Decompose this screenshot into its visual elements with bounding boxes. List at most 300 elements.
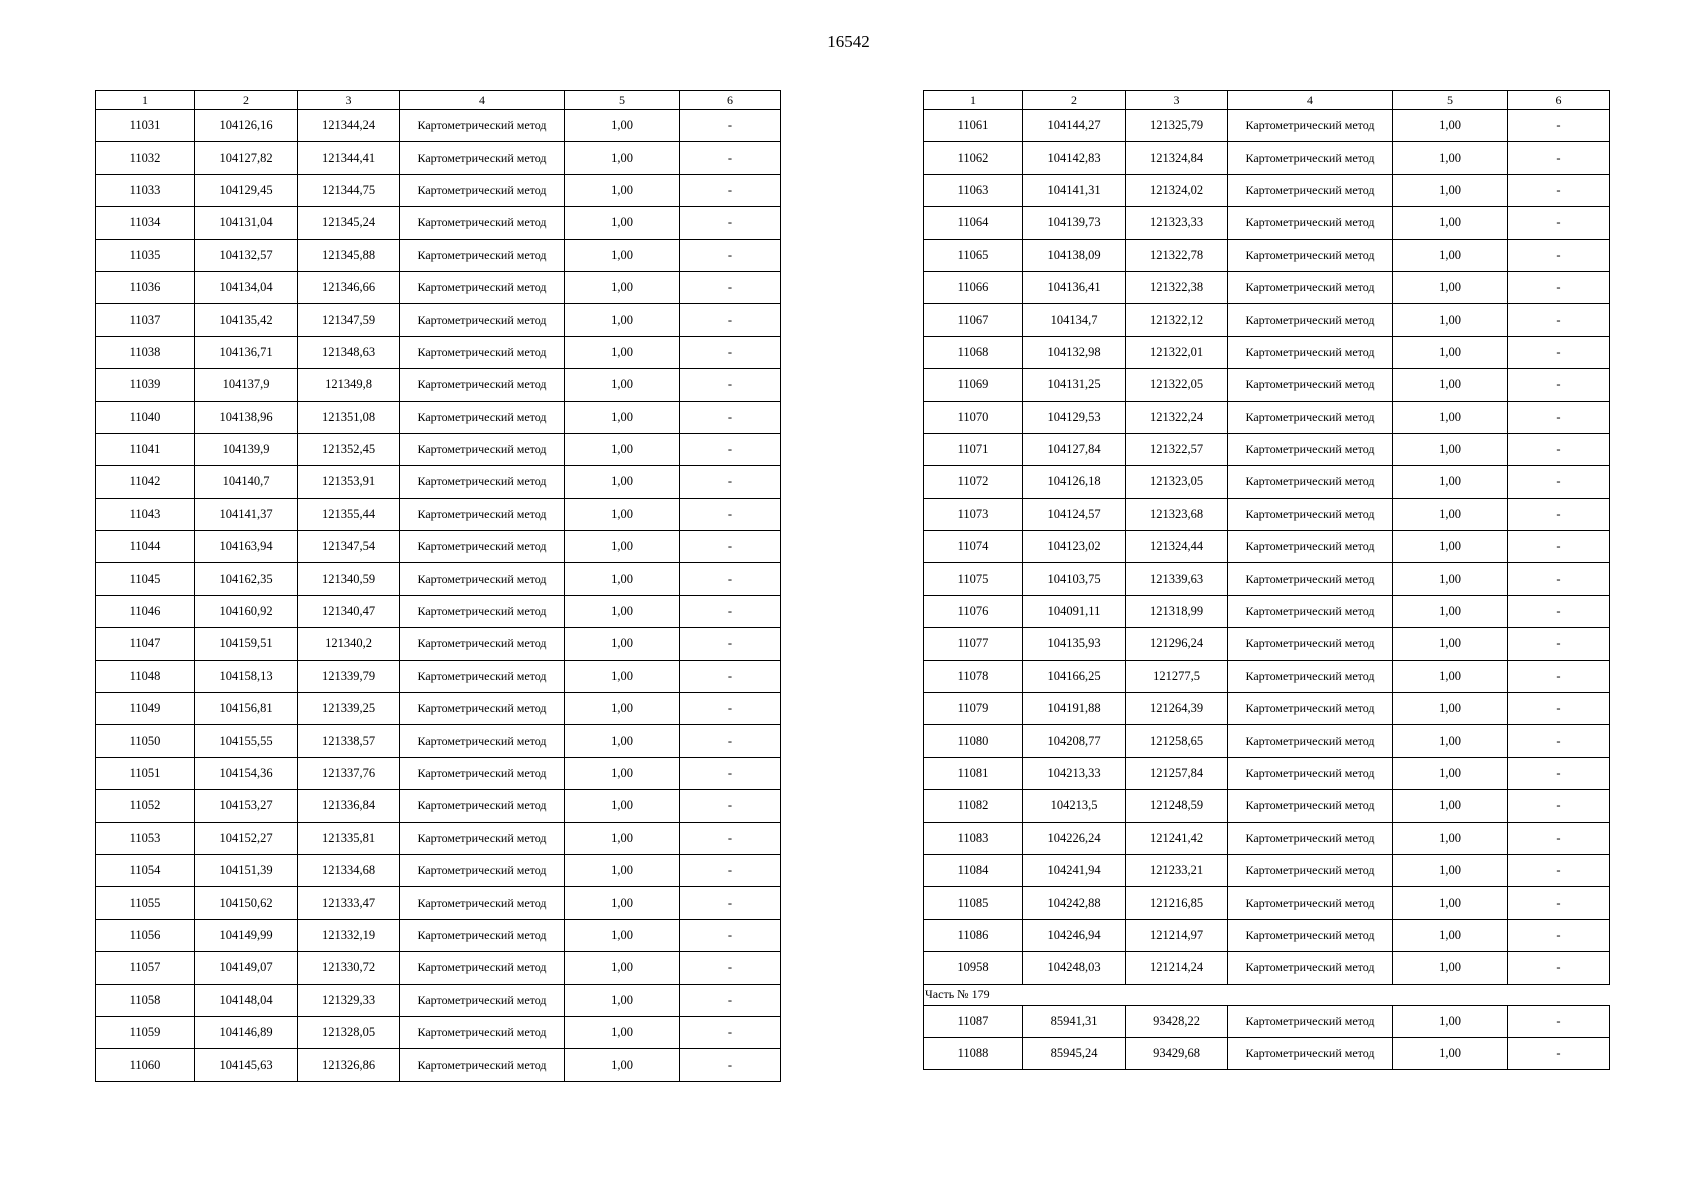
table-row bbox=[924, 952, 1610, 984]
point-number-cell: 11080 bbox=[924, 725, 1023, 757]
table-row bbox=[96, 498, 781, 530]
y-coordinate-cell: 121340,59 bbox=[298, 563, 400, 595]
column-header-6: 6 bbox=[1508, 91, 1610, 110]
precision-cell: 1,00 bbox=[565, 466, 680, 498]
y-coordinate-cell: 121332,19 bbox=[298, 919, 400, 951]
note-cell: - bbox=[680, 790, 781, 822]
precision-cell: 1,00 bbox=[565, 433, 680, 465]
method-cell: Картометрический метод bbox=[1228, 239, 1393, 271]
y-coordinate-cell: 121338,57 bbox=[298, 725, 400, 757]
note-cell: - bbox=[680, 887, 781, 919]
table-row bbox=[96, 271, 781, 303]
method-cell: Картометрический метод bbox=[400, 1016, 565, 1048]
method-cell: Картометрический метод bbox=[400, 854, 565, 886]
method-cell: Картометрический метод bbox=[1228, 757, 1393, 789]
x-coordinate-cell: 104162,35 bbox=[195, 563, 298, 595]
note-cell: - bbox=[1508, 952, 1610, 984]
point-number-cell: 11082 bbox=[924, 790, 1023, 822]
y-coordinate-cell: 121330,72 bbox=[298, 952, 400, 984]
point-number-cell: 11079 bbox=[924, 693, 1023, 725]
table-row bbox=[96, 401, 781, 433]
precision-cell: 1,00 bbox=[565, 207, 680, 239]
table-row bbox=[924, 919, 1610, 951]
precision-cell: 1,00 bbox=[565, 854, 680, 886]
note-cell: - bbox=[680, 1016, 781, 1048]
x-coordinate-cell: 104163,94 bbox=[195, 531, 298, 563]
table-row bbox=[924, 336, 1610, 368]
y-coordinate-cell: 121336,84 bbox=[298, 790, 400, 822]
note-cell: - bbox=[1508, 790, 1610, 822]
note-cell: - bbox=[680, 304, 781, 336]
y-coordinate-cell: 121325,79 bbox=[1126, 110, 1228, 142]
precision-cell: 1,00 bbox=[1393, 304, 1508, 336]
precision-cell: 1,00 bbox=[1393, 531, 1508, 563]
y-coordinate-cell: 121233,21 bbox=[1126, 854, 1228, 886]
table-row bbox=[924, 1037, 1610, 1069]
x-coordinate-cell: 104226,24 bbox=[1023, 822, 1126, 854]
point-number-cell: 11058 bbox=[96, 984, 195, 1016]
note-cell: - bbox=[1508, 693, 1610, 725]
method-cell: Картометрический метод bbox=[400, 919, 565, 951]
table-row bbox=[924, 725, 1610, 757]
note-cell: - bbox=[1508, 822, 1610, 854]
column-header-1: 1 bbox=[924, 91, 1023, 110]
point-number-cell: 11048 bbox=[96, 660, 195, 692]
precision-cell: 1,00 bbox=[1393, 822, 1508, 854]
x-coordinate-cell: 104241,94 bbox=[1023, 854, 1126, 886]
coordinates-table-right bbox=[923, 90, 1610, 1070]
x-coordinate-cell: 104139,73 bbox=[1023, 207, 1126, 239]
x-coordinate-cell: 104124,57 bbox=[1023, 498, 1126, 530]
method-cell: Картометрический метод bbox=[400, 142, 565, 174]
note-cell: - bbox=[1508, 401, 1610, 433]
y-coordinate-cell: 121344,24 bbox=[298, 110, 400, 142]
x-coordinate-cell: 104138,09 bbox=[1023, 239, 1126, 271]
y-coordinate-cell: 121216,85 bbox=[1126, 887, 1228, 919]
x-coordinate-cell: 104208,77 bbox=[1023, 725, 1126, 757]
precision-cell: 1,00 bbox=[1393, 563, 1508, 595]
y-coordinate-cell: 121322,38 bbox=[1126, 271, 1228, 303]
precision-cell: 1,00 bbox=[565, 887, 680, 919]
table-row bbox=[96, 466, 781, 498]
x-coordinate-cell: 104141,37 bbox=[195, 498, 298, 530]
y-coordinate-cell: 121340,2 bbox=[298, 628, 400, 660]
table-header-row bbox=[96, 91, 781, 110]
y-coordinate-cell: 121335,81 bbox=[298, 822, 400, 854]
x-coordinate-cell: 104134,7 bbox=[1023, 304, 1126, 336]
method-cell: Картометрический метод bbox=[1228, 401, 1393, 433]
x-coordinate-cell: 104136,41 bbox=[1023, 271, 1126, 303]
y-coordinate-cell: 121345,24 bbox=[298, 207, 400, 239]
table-row bbox=[96, 531, 781, 563]
x-coordinate-cell: 104139,9 bbox=[195, 433, 298, 465]
precision-cell: 1,00 bbox=[565, 1016, 680, 1048]
table-row bbox=[96, 595, 781, 627]
note-cell: - bbox=[1508, 498, 1610, 530]
table-row bbox=[96, 369, 781, 401]
note-cell: - bbox=[680, 531, 781, 563]
x-coordinate-cell: 104127,82 bbox=[195, 142, 298, 174]
method-cell: Картометрический метод bbox=[1228, 563, 1393, 595]
y-coordinate-cell: 121323,33 bbox=[1126, 207, 1228, 239]
x-coordinate-cell: 104149,99 bbox=[195, 919, 298, 951]
point-number-cell: 11044 bbox=[96, 531, 195, 563]
point-number-cell: 11035 bbox=[96, 239, 195, 271]
column-header-5: 5 bbox=[565, 91, 680, 110]
y-coordinate-cell: 121333,47 bbox=[298, 887, 400, 919]
point-number-cell: 11078 bbox=[924, 660, 1023, 692]
precision-cell: 1,00 bbox=[1393, 887, 1508, 919]
y-coordinate-cell: 121348,63 bbox=[298, 336, 400, 368]
precision-cell: 1,00 bbox=[565, 628, 680, 660]
method-cell: Картометрический метод bbox=[400, 498, 565, 530]
table-row bbox=[924, 369, 1610, 401]
x-coordinate-cell: 104132,98 bbox=[1023, 336, 1126, 368]
method-cell: Картометрический метод bbox=[1228, 433, 1393, 465]
precision-cell: 1,00 bbox=[1393, 336, 1508, 368]
x-coordinate-cell: 104135,42 bbox=[195, 304, 298, 336]
x-coordinate-cell: 104145,63 bbox=[195, 1049, 298, 1081]
column-header-2: 2 bbox=[195, 91, 298, 110]
note-cell: - bbox=[1508, 239, 1610, 271]
y-coordinate-cell: 121264,39 bbox=[1126, 693, 1228, 725]
point-number-cell: 11074 bbox=[924, 531, 1023, 563]
table-row bbox=[924, 142, 1610, 174]
method-cell: Картометрический метод bbox=[400, 110, 565, 142]
precision-cell: 1,00 bbox=[565, 271, 680, 303]
point-number-cell: 11077 bbox=[924, 628, 1023, 660]
x-coordinate-cell: 104131,04 bbox=[195, 207, 298, 239]
method-cell: Картометрический метод bbox=[400, 757, 565, 789]
method-cell: Картометрический метод bbox=[400, 401, 565, 433]
table-row bbox=[96, 207, 781, 239]
point-number-cell: 11088 bbox=[924, 1037, 1023, 1069]
method-cell: Картометрический метод bbox=[1228, 369, 1393, 401]
precision-cell: 1,00 bbox=[565, 725, 680, 757]
precision-cell: 1,00 bbox=[565, 952, 680, 984]
method-cell: Картометрический метод bbox=[400, 174, 565, 206]
x-coordinate-cell: 104136,71 bbox=[195, 336, 298, 368]
method-cell: Картометрический метод bbox=[400, 466, 565, 498]
point-number-cell: 11073 bbox=[924, 498, 1023, 530]
note-cell: - bbox=[680, 239, 781, 271]
table-row bbox=[924, 271, 1610, 303]
point-number-cell: 11081 bbox=[924, 757, 1023, 789]
table-row bbox=[924, 174, 1610, 206]
precision-cell: 1,00 bbox=[565, 174, 680, 206]
table-row bbox=[924, 207, 1610, 239]
x-coordinate-cell: 104137,9 bbox=[195, 369, 298, 401]
table-row bbox=[924, 531, 1610, 563]
table-header-row bbox=[924, 91, 1610, 110]
x-coordinate-cell: 104160,92 bbox=[195, 595, 298, 627]
x-coordinate-cell: 104166,25 bbox=[1023, 660, 1126, 692]
x-coordinate-cell: 104140,7 bbox=[195, 466, 298, 498]
point-number-cell: 11068 bbox=[924, 336, 1023, 368]
method-cell: Картометрический метод bbox=[400, 628, 565, 660]
precision-cell: 1,00 bbox=[1393, 207, 1508, 239]
table-row bbox=[924, 790, 1610, 822]
method-cell: Картометрический метод bbox=[400, 433, 565, 465]
y-coordinate-cell: 121214,24 bbox=[1126, 952, 1228, 984]
precision-cell: 1,00 bbox=[565, 822, 680, 854]
point-number-cell: 11054 bbox=[96, 854, 195, 886]
column-header-5: 5 bbox=[1393, 91, 1508, 110]
y-coordinate-cell: 121214,97 bbox=[1126, 919, 1228, 951]
x-coordinate-cell: 104135,93 bbox=[1023, 628, 1126, 660]
y-coordinate-cell: 121347,59 bbox=[298, 304, 400, 336]
y-coordinate-cell: 121340,47 bbox=[298, 595, 400, 627]
note-cell: - bbox=[1508, 725, 1610, 757]
table-row bbox=[96, 1049, 781, 1081]
point-number-cell: 11034 bbox=[96, 207, 195, 239]
column-header-4: 4 bbox=[400, 91, 565, 110]
y-coordinate-cell: 121322,24 bbox=[1126, 401, 1228, 433]
x-coordinate-cell: 104153,27 bbox=[195, 790, 298, 822]
method-cell: Картометрический метод bbox=[1228, 660, 1393, 692]
note-cell: - bbox=[680, 660, 781, 692]
precision-cell: 1,00 bbox=[1393, 693, 1508, 725]
column-header-2: 2 bbox=[1023, 91, 1126, 110]
note-cell: - bbox=[680, 466, 781, 498]
x-coordinate-cell: 104156,81 bbox=[195, 693, 298, 725]
y-coordinate-cell: 121322,57 bbox=[1126, 433, 1228, 465]
note-cell: - bbox=[1508, 1005, 1610, 1037]
column-header-6: 6 bbox=[680, 91, 781, 110]
method-cell: Картометрический метод bbox=[1228, 628, 1393, 660]
method-cell: Картометрический метод bbox=[1228, 304, 1393, 336]
precision-cell: 1,00 bbox=[565, 110, 680, 142]
point-number-cell: 11037 bbox=[96, 304, 195, 336]
note-cell: - bbox=[680, 174, 781, 206]
precision-cell: 1,00 bbox=[565, 790, 680, 822]
y-coordinate-cell: 121339,63 bbox=[1126, 563, 1228, 595]
point-number-cell: 11064 bbox=[924, 207, 1023, 239]
x-coordinate-cell: 104159,51 bbox=[195, 628, 298, 660]
point-number-cell: 11033 bbox=[96, 174, 195, 206]
table-row bbox=[924, 757, 1610, 789]
table-row bbox=[924, 595, 1610, 627]
precision-cell: 1,00 bbox=[1393, 628, 1508, 660]
precision-cell: 1,00 bbox=[1393, 110, 1508, 142]
table-row bbox=[96, 174, 781, 206]
precision-cell: 1,00 bbox=[565, 304, 680, 336]
point-number-cell: 11069 bbox=[924, 369, 1023, 401]
table-row bbox=[924, 110, 1610, 142]
point-number-cell: 11032 bbox=[96, 142, 195, 174]
note-cell: - bbox=[1508, 466, 1610, 498]
table-row bbox=[924, 498, 1610, 530]
note-cell: - bbox=[1508, 336, 1610, 368]
table-row bbox=[96, 628, 781, 660]
y-coordinate-cell: 121277,5 bbox=[1126, 660, 1228, 692]
coordinates-table-left bbox=[95, 90, 781, 1082]
note-cell: - bbox=[1508, 174, 1610, 206]
note-cell: - bbox=[680, 952, 781, 984]
method-cell: Картометрический метод bbox=[1228, 271, 1393, 303]
method-cell: Картометрический метод bbox=[400, 531, 565, 563]
y-coordinate-cell: 121322,12 bbox=[1126, 304, 1228, 336]
method-cell: Картометрический метод bbox=[1228, 1037, 1393, 1069]
method-cell: Картометрический метод bbox=[1228, 790, 1393, 822]
method-cell: Картометрический метод bbox=[400, 336, 565, 368]
note-cell: - bbox=[1508, 369, 1610, 401]
y-coordinate-cell: 121324,84 bbox=[1126, 142, 1228, 174]
precision-cell: 1,00 bbox=[1393, 854, 1508, 886]
table-row bbox=[96, 887, 781, 919]
precision-cell: 1,00 bbox=[565, 531, 680, 563]
note-cell: - bbox=[680, 822, 781, 854]
method-cell: Картометрический метод bbox=[1228, 531, 1393, 563]
y-coordinate-cell: 121323,68 bbox=[1126, 498, 1228, 530]
table-row bbox=[924, 401, 1610, 433]
x-coordinate-cell: 104246,94 bbox=[1023, 919, 1126, 951]
table-row bbox=[96, 142, 781, 174]
point-number-cell: 11042 bbox=[96, 466, 195, 498]
precision-cell: 1,00 bbox=[1393, 369, 1508, 401]
method-cell: Картометрический метод bbox=[1228, 887, 1393, 919]
point-number-cell: 11051 bbox=[96, 757, 195, 789]
note-cell: - bbox=[1508, 660, 1610, 692]
x-coordinate-cell: 104213,33 bbox=[1023, 757, 1126, 789]
x-coordinate-cell: 104149,07 bbox=[195, 952, 298, 984]
y-coordinate-cell: 121322,01 bbox=[1126, 336, 1228, 368]
y-coordinate-cell: 121329,33 bbox=[298, 984, 400, 1016]
y-coordinate-cell: 121318,99 bbox=[1126, 595, 1228, 627]
note-cell: - bbox=[680, 563, 781, 595]
y-coordinate-cell: 121296,24 bbox=[1126, 628, 1228, 660]
note-cell: - bbox=[680, 725, 781, 757]
table-row bbox=[96, 790, 781, 822]
section-heading-row bbox=[924, 984, 1610, 1005]
y-coordinate-cell: 121337,76 bbox=[298, 757, 400, 789]
note-cell: - bbox=[1508, 531, 1610, 563]
table-row bbox=[924, 433, 1610, 465]
method-cell: Картометрический метод bbox=[1228, 822, 1393, 854]
x-coordinate-cell: 104134,04 bbox=[195, 271, 298, 303]
y-coordinate-cell: 121324,44 bbox=[1126, 531, 1228, 563]
x-coordinate-cell: 104146,89 bbox=[195, 1016, 298, 1048]
x-coordinate-cell: 104127,84 bbox=[1023, 433, 1126, 465]
note-cell: - bbox=[680, 854, 781, 886]
point-number-cell: 11075 bbox=[924, 563, 1023, 595]
x-coordinate-cell: 104155,55 bbox=[195, 725, 298, 757]
method-cell: Картометрический метод bbox=[1228, 174, 1393, 206]
table-row bbox=[96, 822, 781, 854]
precision-cell: 1,00 bbox=[565, 660, 680, 692]
x-coordinate-cell: 104141,31 bbox=[1023, 174, 1126, 206]
table-row bbox=[96, 660, 781, 692]
y-coordinate-cell: 121353,91 bbox=[298, 466, 400, 498]
x-coordinate-cell: 104191,88 bbox=[1023, 693, 1126, 725]
point-number-cell: 11053 bbox=[96, 822, 195, 854]
point-number-cell: 11043 bbox=[96, 498, 195, 530]
method-cell: Картометрический метод bbox=[1228, 110, 1393, 142]
point-number-cell: 11057 bbox=[96, 952, 195, 984]
method-cell: Картометрический метод bbox=[1228, 466, 1393, 498]
method-cell: Картометрический метод bbox=[400, 1049, 565, 1081]
precision-cell: 1,00 bbox=[1393, 239, 1508, 271]
note-cell: - bbox=[1508, 595, 1610, 627]
x-coordinate-cell: 104152,27 bbox=[195, 822, 298, 854]
note-cell: - bbox=[680, 984, 781, 1016]
x-coordinate-cell: 85941,31 bbox=[1023, 1005, 1126, 1037]
method-cell: Картометрический метод bbox=[1228, 142, 1393, 174]
table-row bbox=[96, 919, 781, 951]
point-number-cell: 11063 bbox=[924, 174, 1023, 206]
method-cell: Картометрический метод bbox=[400, 563, 565, 595]
method-cell: Картометрический метод bbox=[400, 660, 565, 692]
y-coordinate-cell: 121328,05 bbox=[298, 1016, 400, 1048]
precision-cell: 1,00 bbox=[565, 919, 680, 951]
precision-cell: 1,00 bbox=[1393, 1037, 1508, 1069]
precision-cell: 1,00 bbox=[1393, 919, 1508, 951]
note-cell: - bbox=[1508, 919, 1610, 951]
x-coordinate-cell: 104158,13 bbox=[195, 660, 298, 692]
precision-cell: 1,00 bbox=[1393, 401, 1508, 433]
method-cell: Картометрический метод bbox=[400, 595, 565, 627]
precision-cell: 1,00 bbox=[565, 498, 680, 530]
note-cell: - bbox=[680, 369, 781, 401]
table-row bbox=[924, 563, 1610, 595]
x-coordinate-cell: 104154,36 bbox=[195, 757, 298, 789]
note-cell: - bbox=[1508, 207, 1610, 239]
precision-cell: 1,00 bbox=[1393, 498, 1508, 530]
x-coordinate-cell: 104148,04 bbox=[195, 984, 298, 1016]
method-cell: Картометрический метод bbox=[1228, 693, 1393, 725]
y-coordinate-cell: 121322,05 bbox=[1126, 369, 1228, 401]
point-number-cell: 11045 bbox=[96, 563, 195, 595]
x-coordinate-cell: 104103,75 bbox=[1023, 563, 1126, 595]
precision-cell: 1,00 bbox=[1393, 952, 1508, 984]
method-cell: Картометрический метод bbox=[1228, 854, 1393, 886]
note-cell: - bbox=[1508, 433, 1610, 465]
note-cell: - bbox=[680, 336, 781, 368]
table-row bbox=[96, 984, 781, 1016]
point-number-cell: 11066 bbox=[924, 271, 1023, 303]
table-row bbox=[924, 854, 1610, 886]
x-coordinate-cell: 104151,39 bbox=[195, 854, 298, 886]
precision-cell: 1,00 bbox=[565, 595, 680, 627]
point-number-cell: 10958 bbox=[924, 952, 1023, 984]
column-header-4: 4 bbox=[1228, 91, 1393, 110]
y-coordinate-cell: 121248,59 bbox=[1126, 790, 1228, 822]
note-cell: - bbox=[680, 207, 781, 239]
x-coordinate-cell: 104129,45 bbox=[195, 174, 298, 206]
method-cell: Картометрический метод bbox=[1228, 595, 1393, 627]
point-number-cell: 11060 bbox=[96, 1049, 195, 1081]
note-cell: - bbox=[1508, 1037, 1610, 1069]
method-cell: Картометрический метод bbox=[400, 822, 565, 854]
precision-cell: 1,00 bbox=[565, 757, 680, 789]
precision-cell: 1,00 bbox=[565, 1049, 680, 1081]
method-cell: Картометрический метод bbox=[400, 271, 565, 303]
y-coordinate-cell: 121324,02 bbox=[1126, 174, 1228, 206]
method-cell: Картометрический метод bbox=[1228, 207, 1393, 239]
note-cell: - bbox=[680, 433, 781, 465]
y-coordinate-cell: 121339,79 bbox=[298, 660, 400, 692]
x-coordinate-cell: 104129,53 bbox=[1023, 401, 1126, 433]
table-row bbox=[924, 693, 1610, 725]
table-row bbox=[924, 628, 1610, 660]
note-cell: - bbox=[1508, 563, 1610, 595]
column-header-3: 3 bbox=[298, 91, 400, 110]
point-number-cell: 11038 bbox=[96, 336, 195, 368]
y-coordinate-cell: 121258,65 bbox=[1126, 725, 1228, 757]
precision-cell: 1,00 bbox=[1393, 595, 1508, 627]
y-coordinate-cell: 121344,41 bbox=[298, 142, 400, 174]
point-number-cell: 11031 bbox=[96, 110, 195, 142]
